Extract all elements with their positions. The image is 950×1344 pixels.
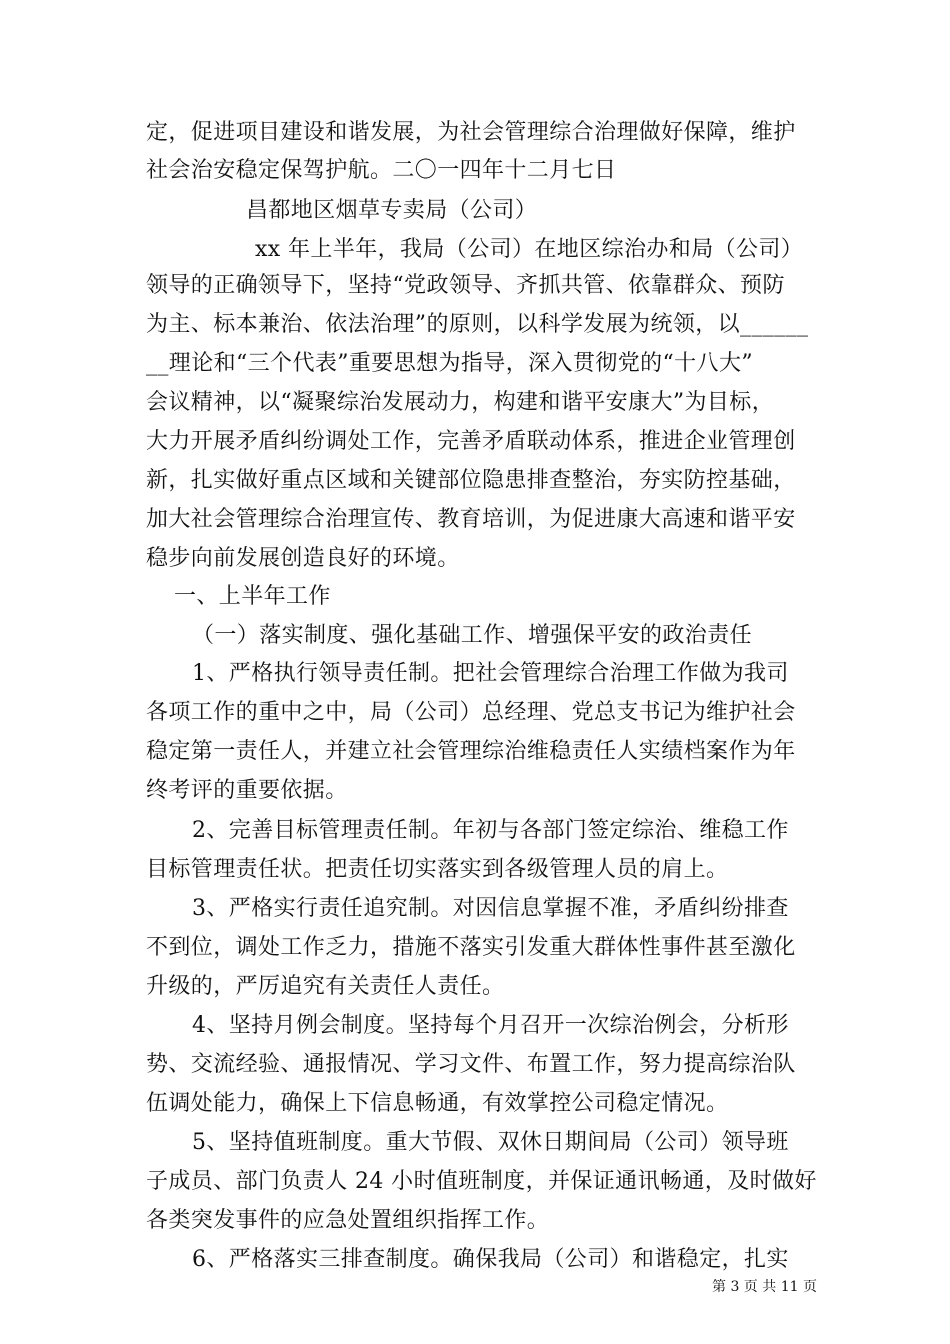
- text-line: 稳定第一责任人，并建立社会管理综治维稳责任人实绩档案作为年: [146, 739, 796, 764]
- text-line: 加大社会管理综合治理宣传、教育培训，为促进康大高速和谐平安: [146, 507, 796, 532]
- text-line: 3、严格实行责任追究制。对因信息掌握不准，矛盾纠纷排查: [192, 896, 789, 921]
- section-heading: 一、上半年工作: [174, 584, 331, 609]
- page-number: 第 3 页 共 11 页: [712, 1279, 817, 1295]
- text-line: 目标管理责任状。把责任切实落实到各级管理人员的肩上。: [146, 857, 729, 882]
- text-line: 子成员、部门负责人 24 小时值班制度，并保证通讯畅通，及时做好: [146, 1169, 817, 1194]
- text-line: 稳步向前发展创造良好的环境。: [146, 546, 460, 571]
- text-line: 不到位，调处工作乏力，措施不落实引发重大群体性事件甚至激化: [146, 935, 796, 960]
- subsection-heading: （一）落实制度、强化基础工作、增强保平安的政治责任: [192, 623, 753, 648]
- text-line: 新，扎实做好重点区域和关键部位隐患排查整治，夯实防控基础，: [146, 468, 796, 493]
- text-line: 各类突发事件的应急处置组织指挥工作。: [146, 1208, 550, 1233]
- text-line: 领导的正确领导下，坚持“党政领导、齐抓共管、依靠群众、预防: [146, 273, 785, 298]
- text-line: 会议精神，以“凝聚综治发展动力，构建和谐平安康大”为目标，: [146, 390, 775, 415]
- text-line: 势、交流经验、通报情况、学习文件、布置工作，努力提高综治队: [146, 1052, 796, 1077]
- text-line: 1、严格执行领导责任制。把社会管理综合治理工作做为我司: [192, 661, 789, 686]
- text-line: 各项工作的重中之中，局（公司）总经理、党总支书记为维护社会: [146, 700, 796, 725]
- text-line: 伍调处能力，确保上下信息畅通，有效掌控公司稳定情况。: [146, 1091, 729, 1116]
- text-line: 大力开展矛盾纠纷调处工作，完善矛盾联动体系，推进企业管理创: [146, 429, 796, 454]
- text-line: 为主、标本兼治、依法治理”的原则，以科学发展为统领，以______: [146, 312, 809, 337]
- organization-heading: 昌都地区烟草专卖局（公司）: [246, 198, 538, 223]
- text-line: 社会治安稳定保驾护航。二〇一四年十二月七日: [146, 158, 617, 183]
- text-line: 6、严格落实三排查制度。确保我局（公司）和谐稳定，扎实: [192, 1247, 789, 1272]
- text-line: 4、坚持月例会制度。坚持每个月召开一次综治例会，分析形: [192, 1013, 789, 1038]
- text-line: 5、坚持值班制度。重大节假、双休日期间局（公司）领导班: [192, 1130, 789, 1155]
- text-line: 终考评的重要依据。: [146, 778, 348, 803]
- text-line: xx 年上半年，我局（公司）在地区综治办和局（公司）: [255, 237, 804, 262]
- text-line: 升级的，严厉追究有关责任人责任。: [146, 974, 505, 999]
- text-line: __理论和“三个代表”重要思想为指导，深入贯彻党的“十八大”: [146, 351, 753, 376]
- text-line: 定，促进项目建设和谐发展，为社会管理综合治理做好保障，维护: [146, 120, 796, 145]
- text-line: 2、完善目标管理责任制。年初与各部门签定综治、维稳工作: [192, 818, 789, 843]
